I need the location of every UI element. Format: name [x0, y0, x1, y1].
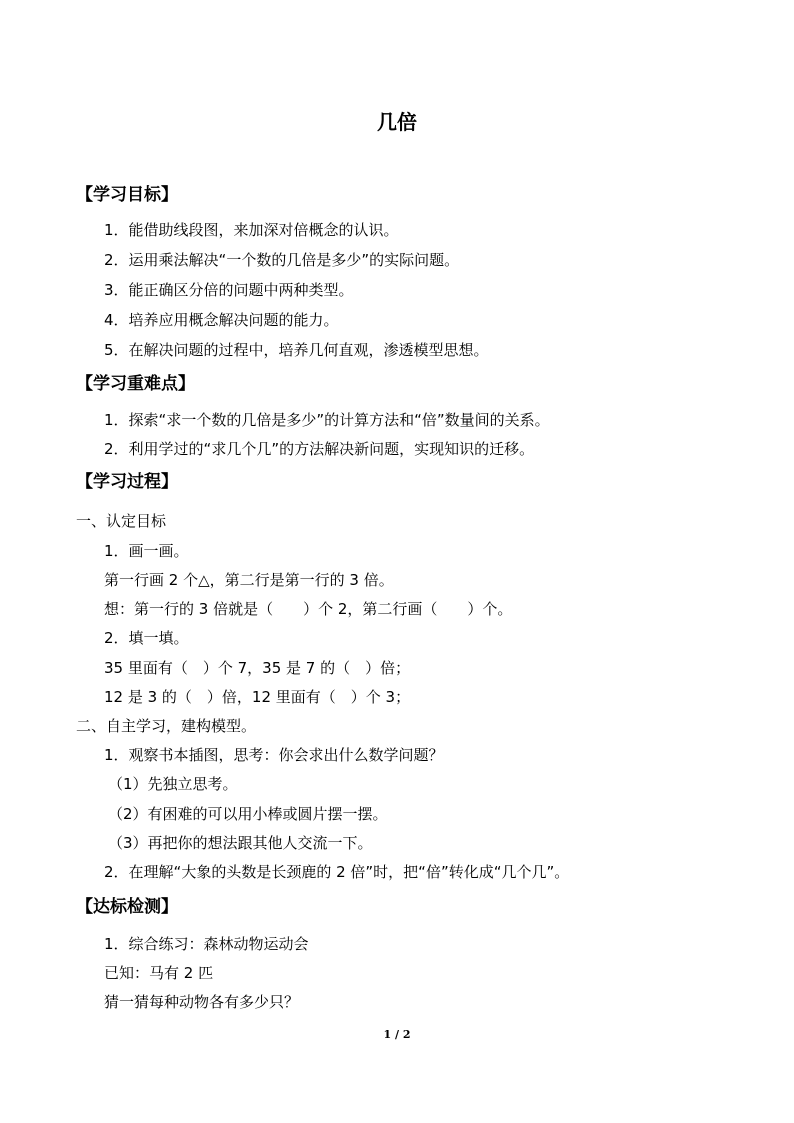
section-heading-goals: 【学习目标】	[76, 185, 178, 205]
process-line: 35 里面有（ ）个 7，35 是 7 的（ ）倍；	[104, 659, 411, 677]
section-heading-process: 【学习过程】	[76, 472, 178, 492]
check-line: 1．综合练习：森林动物运动会	[104, 935, 309, 953]
process-line: （3）再把你的想法跟其他人交流一下。	[108, 834, 373, 852]
process-line: 1．观察书本插图，思考：你会求出什么数学问题？	[104, 746, 444, 764]
process-line: （2）有困难的可以用小棒或圆片摆一摆。	[108, 805, 388, 823]
key-point-item: 2．利用学过的“求几个几”的方法解决新问题，实现知识的迁移。	[104, 440, 535, 458]
key-point-item: 1．探索“求一个数的几倍是多少”的计算方法和“倍”数量间的关系。	[104, 411, 550, 429]
process-line: 想：第一行的 3 倍就是（ ）个 2，第二行画（ ）个。	[104, 600, 513, 618]
goal-item: 2．运用乘法解决“一个数的几倍是多少”的实际问题。	[104, 251, 460, 269]
section-heading-key-points: 【学习重难点】	[76, 374, 195, 394]
goal-item: 1．能借助线段图，来加深对倍概念的认识。	[104, 221, 399, 239]
goal-item: 5．在解决问题的过程中，培养几何直观，渗透模型思想。	[104, 341, 489, 359]
part-title: 一、认定目标	[76, 512, 167, 530]
check-line: 已知：马有 2 匹	[104, 964, 214, 982]
process-line: （1）先独立思考。	[108, 775, 238, 793]
part-title: 二、自主学习，建构模型。	[76, 717, 257, 735]
process-line: 2．填一填。	[104, 629, 189, 647]
process-line: 第一行画 2 个△，第二行是第一行的 3 倍。	[104, 571, 394, 589]
goal-item: 4．培养应用概念解决问题的能力。	[104, 311, 339, 329]
section-heading-check: 【达标检测】	[76, 897, 178, 917]
process-line: 12 是 3 的（ ）倍，12 里面有（ ）个 3；	[104, 688, 411, 706]
process-line: 2．在理解“大象的头数是长颈鹿的 2 倍”时，把“倍”转化成“几个几”。	[104, 863, 570, 881]
goal-item: 3．能正确区分倍的问题中两种类型。	[104, 281, 354, 299]
page-title: 几倍	[377, 110, 417, 134]
process-line: 1．画一画。	[104, 542, 189, 560]
check-line: 猜一猜每种动物各有多少只？	[104, 993, 300, 1011]
page-number: 1 / 2	[383, 1028, 411, 1041]
